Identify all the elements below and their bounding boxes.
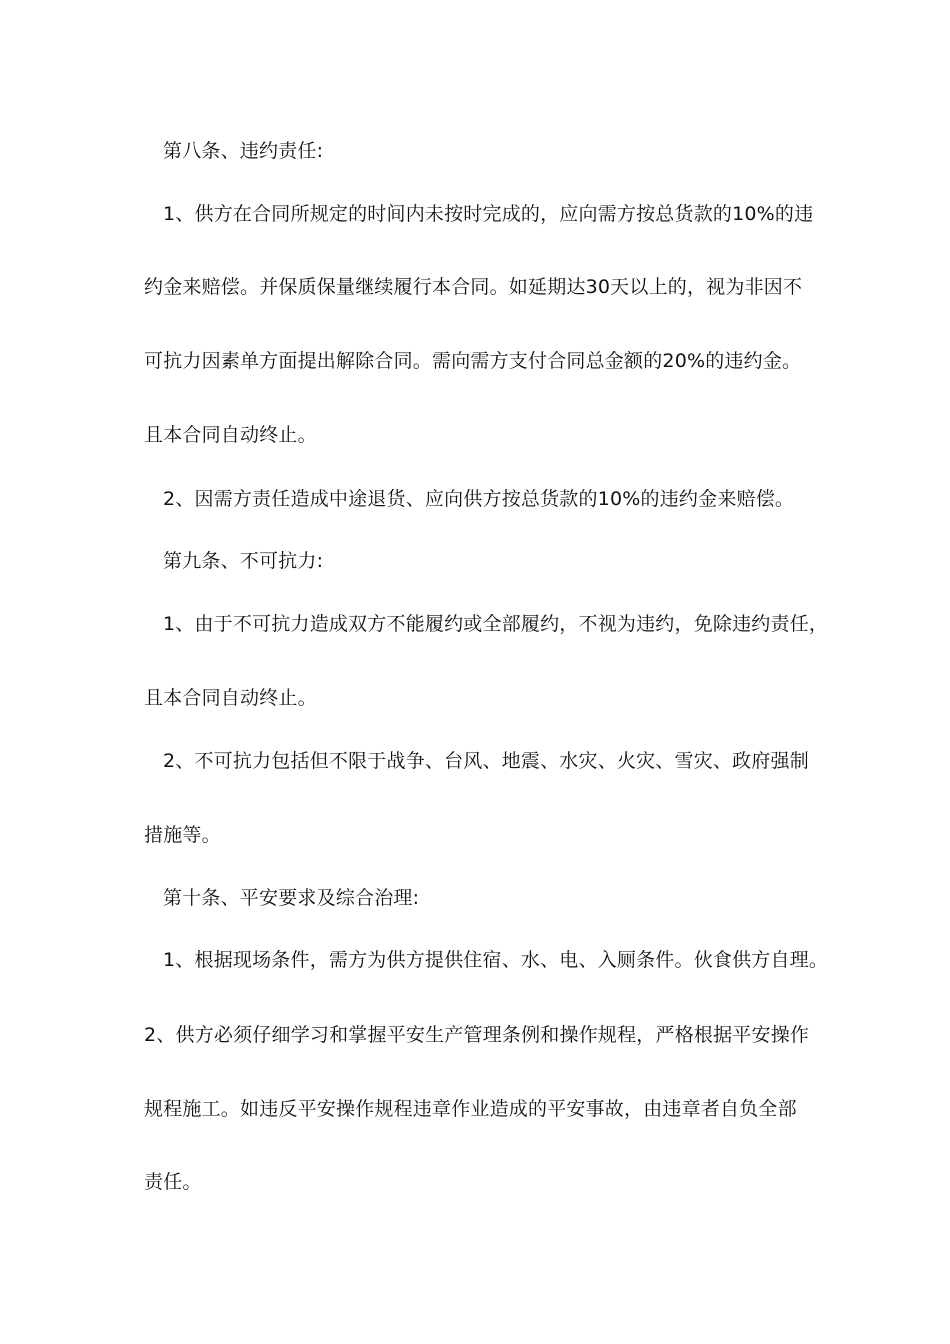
article-8-clause-1-line-4: 且本合同自动终止。: [144, 424, 317, 446]
article-8-clause-1-line-1: 1、供方在合同所规定的时间内未按时完成的，应向需方按总货款的10%的违: [163, 203, 814, 225]
article-10-clause-1: 1、根据现场条件，需方为供方提供住宿、水、电、入厕条件。伙食供方自理。: [163, 949, 829, 971]
article-10-clause-2-line-2: 规程施工。如违反平安操作规程违章作业造成的平安事故，由违章者自负全部: [144, 1098, 797, 1120]
article-9-clause-2-line-1: 2、不可抗力包括但不限于战争、台风、地震、水灾、火灾、雪灾、政府强制: [163, 750, 809, 772]
article-10-heading: 第十条、平安要求及综合治理:: [163, 887, 420, 909]
article-9-clause-2-line-2: 措施等。: [144, 824, 221, 846]
article-9-clause-1-line-2: 且本合同自动终止。: [144, 687, 317, 709]
article-8-heading: 第八条、违约责任:: [163, 140, 324, 162]
article-8-clause-1-line-3: 可抗力因素单方面提出解除合同。需向需方支付合同总金额的20%的违约金。: [144, 350, 802, 372]
article-10-clause-2-line-1: 2、供方必须仔细学习和掌握平安生产管理条例和操作规程，严格根据平安操作: [144, 1024, 810, 1046]
article-10-clause-2-line-3: 责任。: [144, 1171, 202, 1193]
article-8-clause-1-line-2: 约金来赔偿。并保质保量继续履行本合同。如延期达30天以上的，视为非因不: [144, 276, 803, 298]
article-8-clause-2: 2、因需方责任造成中途退货、应向供方按总货款的10%的违约金来赔偿。: [163, 488, 795, 510]
article-9-heading: 第九条、不可抗力:: [163, 550, 324, 572]
article-9-clause-1-line-1: 1、由于不可抗力造成双方不能履约或全部履约，不视为违约，免除违约责任，: [163, 613, 829, 635]
